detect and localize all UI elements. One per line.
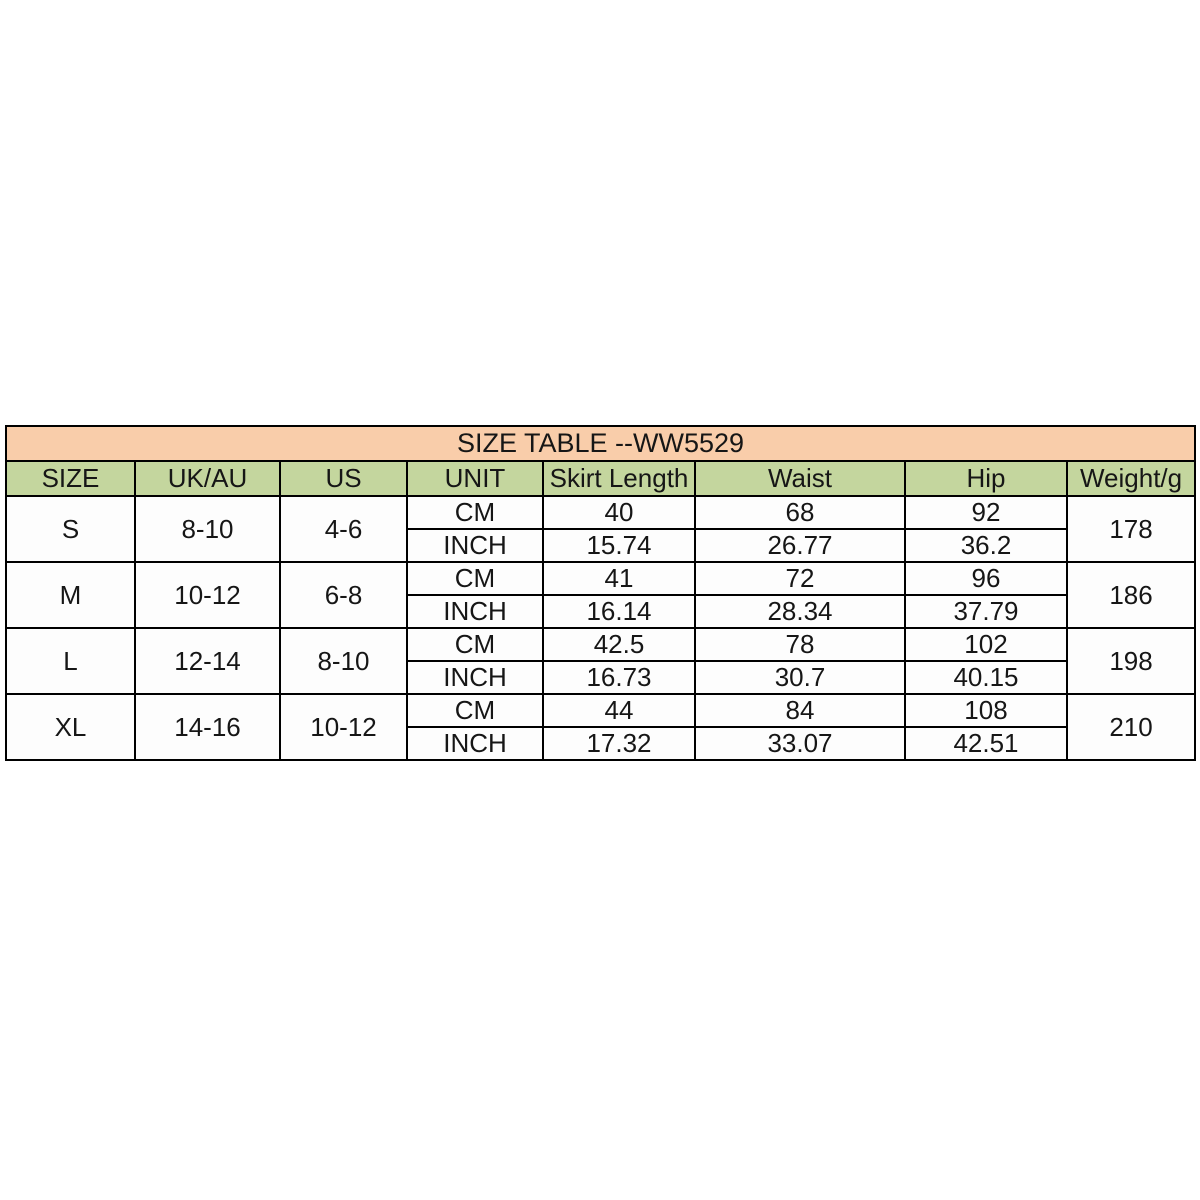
hip-cm-cell: 108 [905,694,1067,727]
us-cell: 4-6 [280,496,407,562]
skirt-length-inch-cell: 15.74 [543,529,695,562]
title-row [6,426,1195,461]
size-cell: M [6,562,135,628]
table-title: SIZE TABLE --WW5529 [6,426,1195,461]
header-row [6,461,1195,496]
skirt-length-cm-cell: 44 [543,694,695,727]
skirt-length-inch-cell: 16.14 [543,595,695,628]
column-header-unit: UNIT [407,461,543,496]
column-header-hip: Hip [905,461,1067,496]
skirt-length-inch-cell: 17.32 [543,727,695,760]
unit-cell-cm: CM [407,562,543,595]
weight-cell: 178 [1067,496,1195,562]
unit-cell-cm: CM [407,628,543,661]
ukau-cell: 12-14 [135,628,280,694]
table-row-l-cm [6,628,1195,661]
size-cell: L [6,628,135,694]
column-header-waist: Waist [695,461,905,496]
unit-cell-cm: CM [407,496,543,529]
table-row-s-cm [6,496,1195,529]
unit-cell-cm: CM [407,694,543,727]
column-header-weight: Weight/g [1067,461,1195,496]
weight-cell: 186 [1067,562,1195,628]
ukau-cell: 8-10 [135,496,280,562]
waist-cm-cell: 78 [695,628,905,661]
ukau-cell: 10-12 [135,562,280,628]
waist-inch-cell: 26.77 [695,529,905,562]
unit-cell-inch: INCH [407,529,543,562]
unit-cell-inch: INCH [407,595,543,628]
unit-cell-inch: INCH [407,727,543,760]
column-header-size: SIZE [6,461,135,496]
table-row-xl-cm [6,694,1195,727]
waist-cm-cell: 72 [695,562,905,595]
column-header-skirt-length: Skirt Length [543,461,695,496]
skirt-length-cm-cell: 41 [543,562,695,595]
weight-cell: 210 [1067,694,1195,760]
us-cell: 8-10 [280,628,407,694]
skirt-length-inch-cell: 16.73 [543,661,695,694]
table-row-m-cm [6,562,1195,595]
waist-inch-cell: 28.34 [695,595,905,628]
us-cell: 6-8 [280,562,407,628]
waist-inch-cell: 33.07 [695,727,905,760]
hip-cm-cell: 96 [905,562,1067,595]
weight-cell: 198 [1067,628,1195,694]
unit-cell-inch: INCH [407,661,543,694]
hip-inch-cell: 36.2 [905,529,1067,562]
hip-inch-cell: 40.15 [905,661,1067,694]
waist-cm-cell: 68 [695,496,905,529]
us-cell: 10-12 [280,694,407,760]
hip-inch-cell: 42.51 [905,727,1067,760]
size-cell: XL [6,694,135,760]
skirt-length-cm-cell: 42.5 [543,628,695,661]
size-cell: S [6,496,135,562]
waist-inch-cell: 30.7 [695,661,905,694]
hip-cm-cell: 102 [905,628,1067,661]
ukau-cell: 14-16 [135,694,280,760]
size-table [5,425,1196,761]
hip-inch-cell: 37.79 [905,595,1067,628]
column-header-us: US [280,461,407,496]
hip-cm-cell: 92 [905,496,1067,529]
column-header-ukau: UK/AU [135,461,280,496]
waist-cm-cell: 84 [695,694,905,727]
skirt-length-cm-cell: 40 [543,496,695,529]
